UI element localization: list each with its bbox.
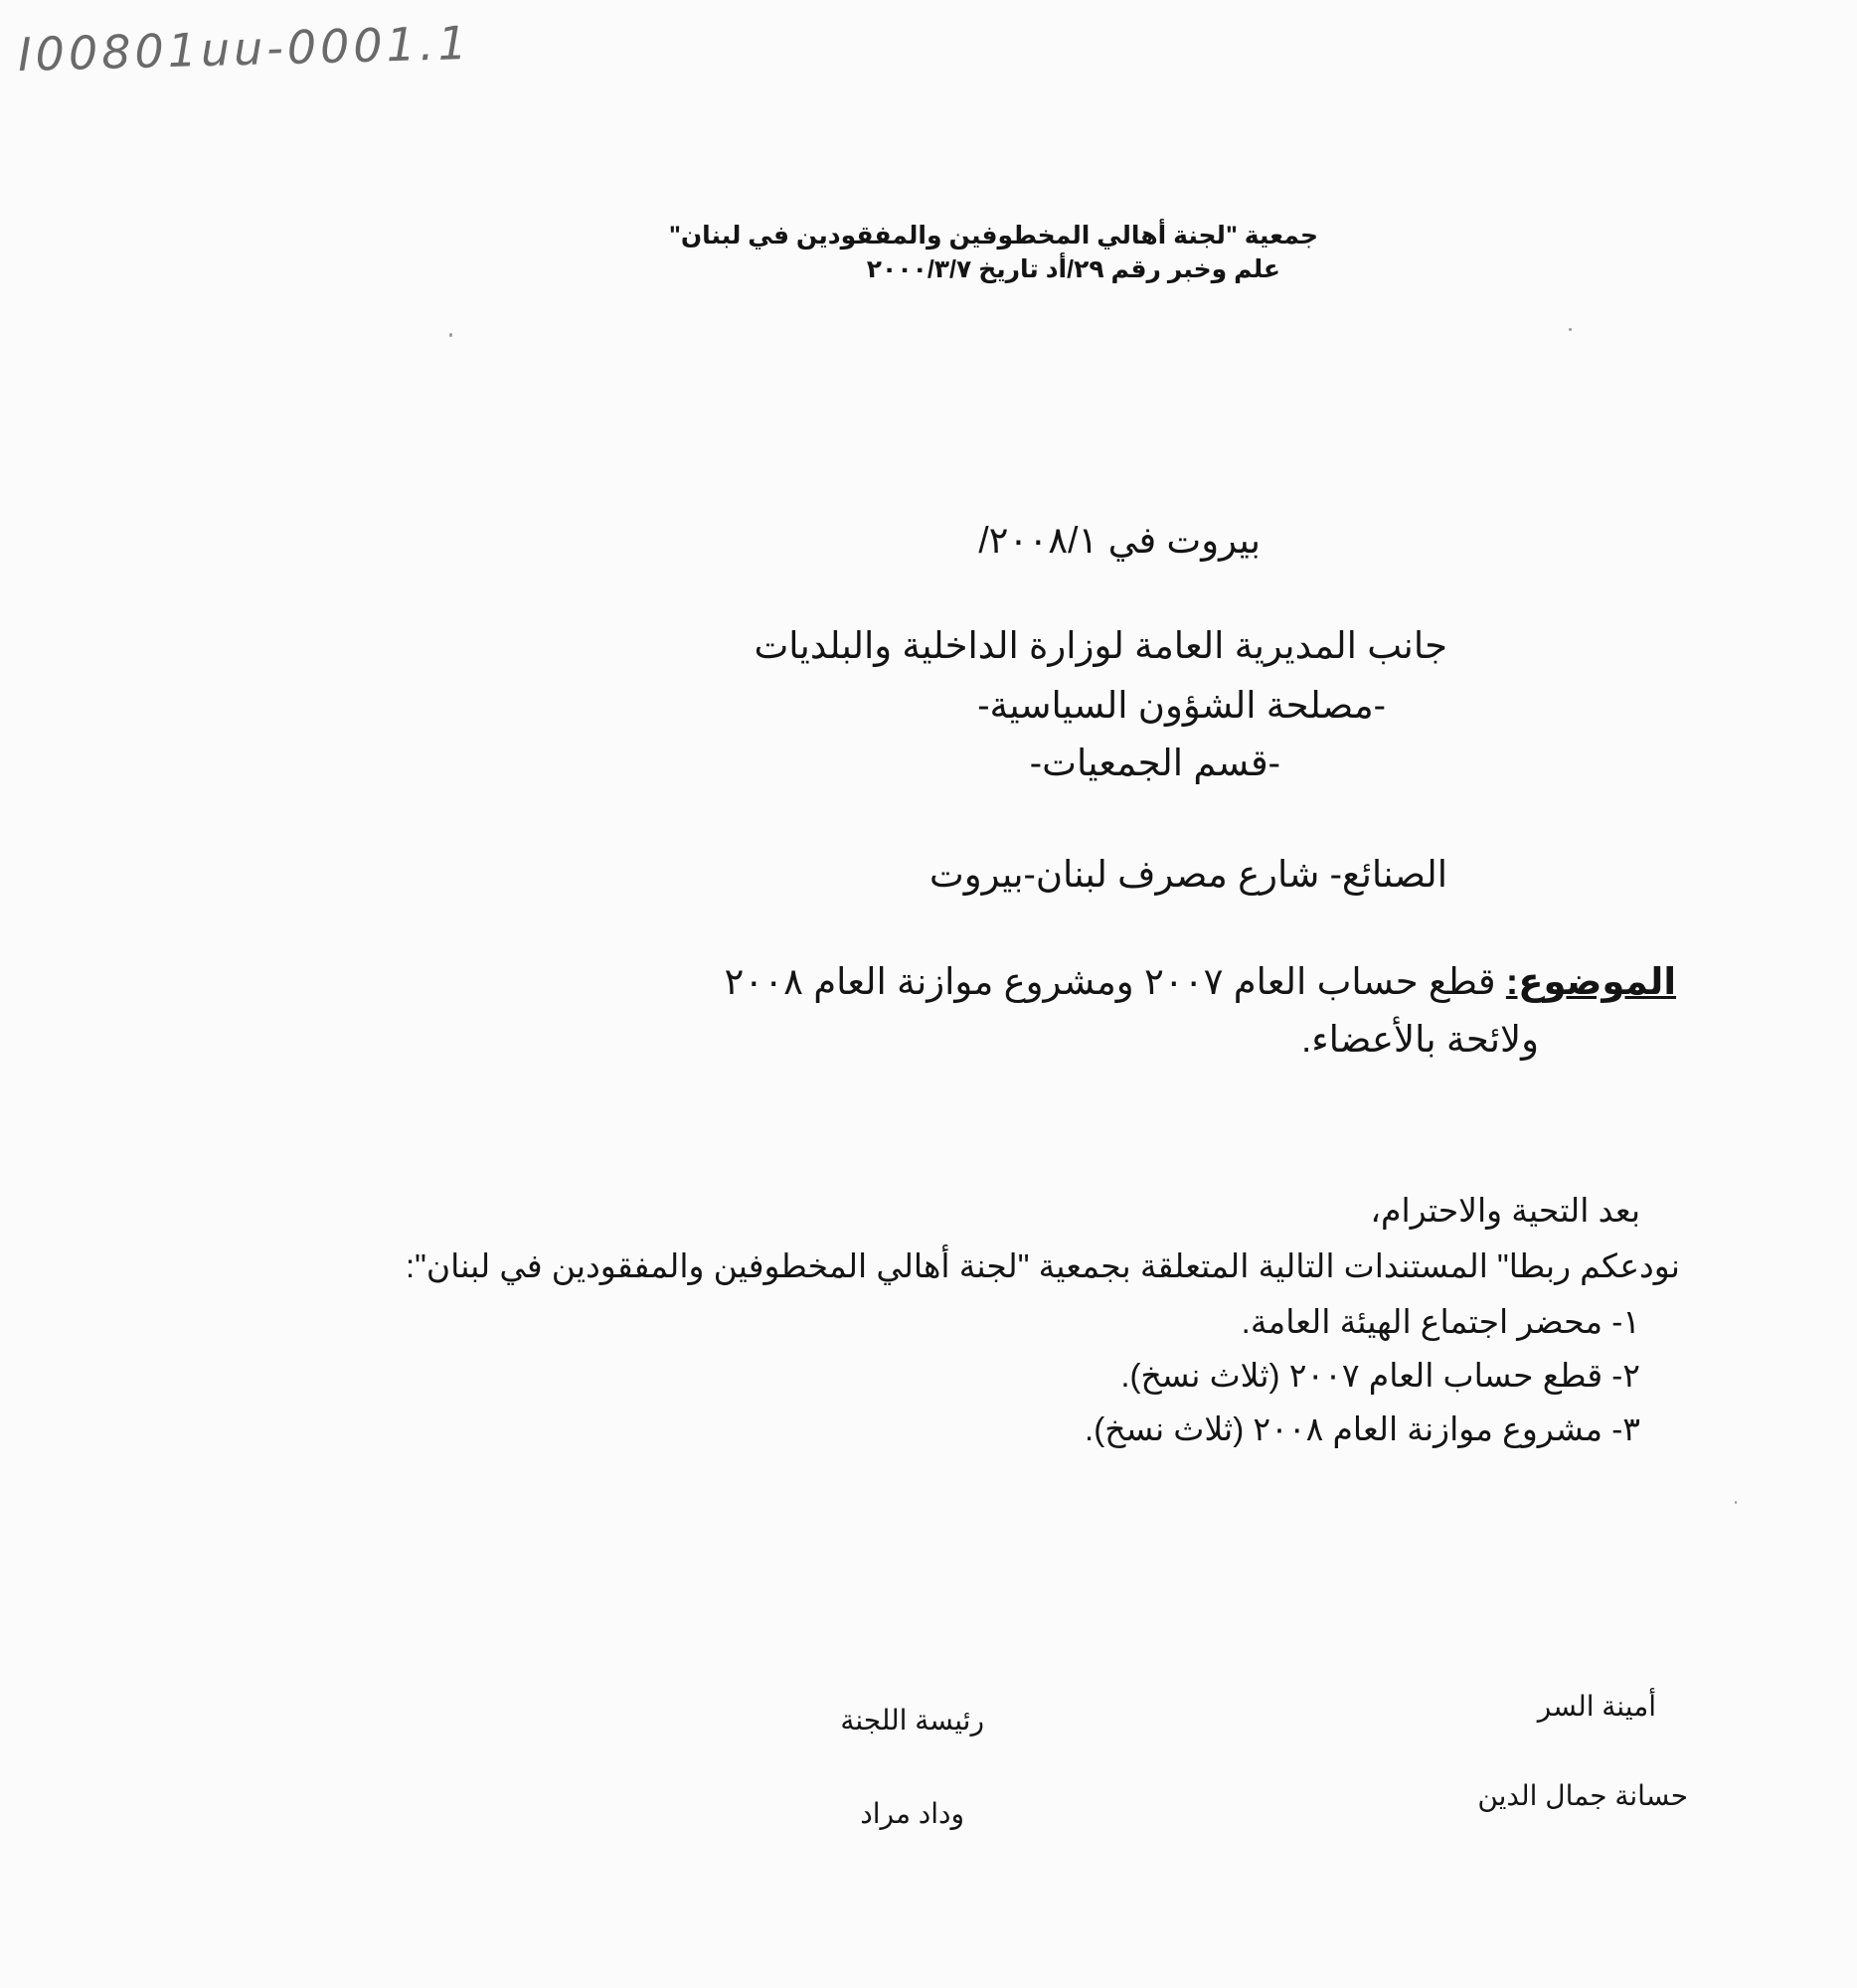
recipient-line-3: -قسم الجمعيات- xyxy=(1029,743,1280,783)
signature-title-president: رئيسة اللجنة xyxy=(840,1705,984,1736)
subject-line-1 xyxy=(724,960,1676,1003)
signature-name-president: وداد مراد xyxy=(860,1798,964,1829)
recipient-address: الصنائع- شارع مصرف لبنان-بيروت xyxy=(928,854,1447,895)
handwritten-file-reference: I00801uu-0001.1 xyxy=(17,16,472,82)
signature-title-secretary: أمينة السر xyxy=(1537,1691,1656,1722)
scan-speck xyxy=(449,333,452,337)
subject-label: الموضوع: xyxy=(1505,961,1676,1002)
list-item: ٢- قطع حساب العام ٢٠٠٧ (ثلاث نسخ). xyxy=(1120,1357,1640,1394)
scan-speck xyxy=(1569,328,1572,331)
recipient-line-2: -مصلحة الشؤون السياسية- xyxy=(977,685,1386,726)
scan-speck xyxy=(1735,1501,1737,1504)
recipient-line-1: جانب المديرية العامة لوزارة الداخلية والبلديات xyxy=(754,625,1447,666)
dateline: بيروت في ٢٠٠٨/١/ xyxy=(978,520,1261,561)
subject-line-2: ولائحة بالأعضاء. xyxy=(1300,1019,1539,1060)
list-item: ١- محضر اجتماع الهيئة العامة. xyxy=(1241,1303,1640,1340)
sender-name: جمعية "لجنة أهالي المخطوفين والمفقودين في لبنان" xyxy=(668,222,1318,249)
signature-name-secretary: حسانة جمال الدين xyxy=(1477,1780,1688,1811)
greeting: بعد التحية والاحترام، xyxy=(1370,1192,1640,1229)
subject-text: قطع حساب العام ٢٠٠٧ ومشروع موازنة العام ٢٠٠٨ xyxy=(724,961,1496,1002)
list-item: ٣- مشروع موازنة العام ٢٠٠٨ (ثلاث نسخ). xyxy=(1085,1410,1640,1447)
sender-registration: علم وخبر رقم ٢٩/أد تاريخ ٢٠٠٠/٣/٧ xyxy=(866,255,1280,283)
intro-text: نودعكم ربطا" المستندات التالية المتعلقة بجمعية "لجنة أهالي المخطوفين والمفقودين في لبنان": xyxy=(406,1247,1680,1284)
